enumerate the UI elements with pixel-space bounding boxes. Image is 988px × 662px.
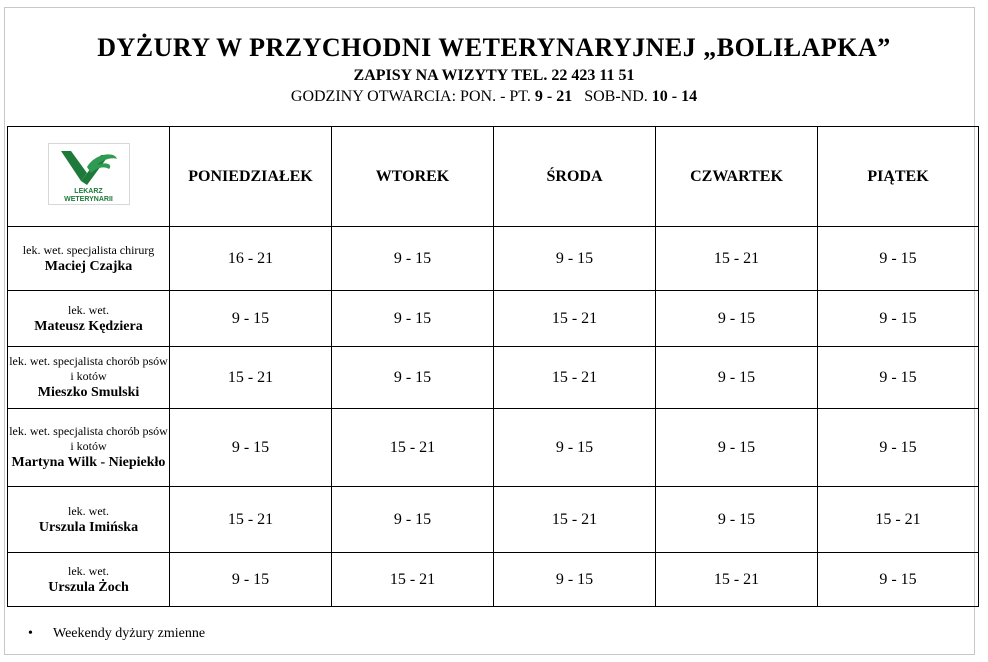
day-header: WTOREK <box>332 127 494 227</box>
day-header: PONIEDZIAŁEK <box>170 127 332 227</box>
doctor-cell <box>8 409 170 487</box>
shift-cell: 15 - 21 <box>656 553 818 607</box>
shift-cell: 9 - 15 <box>494 553 656 607</box>
shift-cell: 9 - 15 <box>656 487 818 553</box>
shift-cell: 9 - 15 <box>332 487 494 553</box>
doctor-cell <box>8 347 170 409</box>
shift-cell: 9 - 15 <box>170 553 332 607</box>
shift-cell: 15 - 21 <box>494 291 656 347</box>
doctor-name: Mieszko Smulski <box>37 385 140 400</box>
doctor-cell <box>8 291 170 347</box>
shift-cell: 9 - 15 <box>332 291 494 347</box>
doctor-name: Martyna Wilk - Niepiekło <box>11 455 166 470</box>
snake-icon <box>57 147 121 187</box>
opening-hours <box>0 88 988 106</box>
hours-weekday: 9 - 21 <box>534 88 573 105</box>
shift-cell: 9 - 15 <box>818 553 979 607</box>
doctor-title: lek. wet. specjalista chorób psów i kotów <box>9 354 168 383</box>
shift-cell: 15 - 21 <box>656 227 818 291</box>
phone-subtitle: ZAPISY NA WIZYTY TEL. 22 423 11 51 <box>353 67 635 84</box>
doctor-name: Maciej Czajka <box>44 258 133 274</box>
doctor-name: Urszula Imińska <box>38 519 139 535</box>
doctor-name: Mateusz Kędziera <box>34 318 143 334</box>
doctor-title: lek. wet. <box>68 302 109 317</box>
doctor-cell <box>8 553 170 607</box>
shift-cell: 9 - 15 <box>818 291 979 347</box>
doctor-cell <box>8 227 170 291</box>
shift-cell: 15 - 21 <box>170 487 332 553</box>
logo-line2: WETERYNARII <box>64 196 113 203</box>
shift-cell: 9 - 15 <box>170 291 332 347</box>
hours-weekend-label: SOB-ND. <box>584 88 648 105</box>
schedule-table <box>7 126 979 607</box>
shift-cell: 9 - 15 <box>332 347 494 409</box>
shift-cell: 9 - 15 <box>656 347 818 409</box>
doctor-cell <box>8 487 170 553</box>
logo-line1: LEKARZ <box>74 188 103 195</box>
table-row <box>8 553 979 607</box>
bullet-icon: • <box>28 626 33 641</box>
table-row <box>8 291 979 347</box>
shift-cell: 15 - 21 <box>170 347 332 409</box>
hours-weekend: 10 - 14 <box>651 88 698 105</box>
doctor-title: lek. wet. <box>68 563 109 578</box>
shift-cell: 9 - 15 <box>818 347 979 409</box>
table-row <box>8 347 979 409</box>
shift-cell: 15 - 21 <box>818 487 979 553</box>
shift-cell: 9 - 15 <box>494 409 656 487</box>
table-row <box>8 227 979 291</box>
shift-cell: 15 - 21 <box>494 347 656 409</box>
logo-cell <box>8 127 170 227</box>
table-row <box>8 487 979 553</box>
table-row <box>8 409 979 487</box>
shift-cell: 15 - 21 <box>332 409 494 487</box>
doctor-title: lek. wet. <box>68 503 109 518</box>
shift-cell: 16 - 21 <box>170 227 332 291</box>
shift-cell: 15 - 21 <box>332 553 494 607</box>
shift-cell: 9 - 15 <box>332 227 494 291</box>
page-title: DYŻURY W PRZYCHODNI WETERYNARYJNEJ „BOLIŁAPKA” <box>97 33 891 62</box>
vet-logo <box>48 143 130 205</box>
doctor-title: lek. wet. specjalista chirurg <box>22 242 155 257</box>
footnote-text: Weekendy dyżury zmienne <box>53 626 206 641</box>
doctor-name: Urszula Żoch <box>48 579 129 595</box>
shift-cell: 9 - 15 <box>494 227 656 291</box>
day-header: PIĄTEK <box>818 127 979 227</box>
shift-cell: 9 - 15 <box>818 227 979 291</box>
doctor-title: lek. wet. specjalista chorób psów i kotów <box>9 424 168 453</box>
day-header: ŚRODA <box>494 127 656 227</box>
day-header: CZWARTEK <box>656 127 818 227</box>
hours-label: GODZINY OTWARCIA: PON. - PT. <box>290 88 531 105</box>
shift-cell: 9 - 15 <box>656 291 818 347</box>
shift-cell: 9 - 15 <box>170 409 332 487</box>
header-row <box>8 127 979 227</box>
shift-cell: 9 - 15 <box>818 409 979 487</box>
shift-cell: 9 - 15 <box>656 409 818 487</box>
shift-cell: 15 - 21 <box>494 487 656 553</box>
